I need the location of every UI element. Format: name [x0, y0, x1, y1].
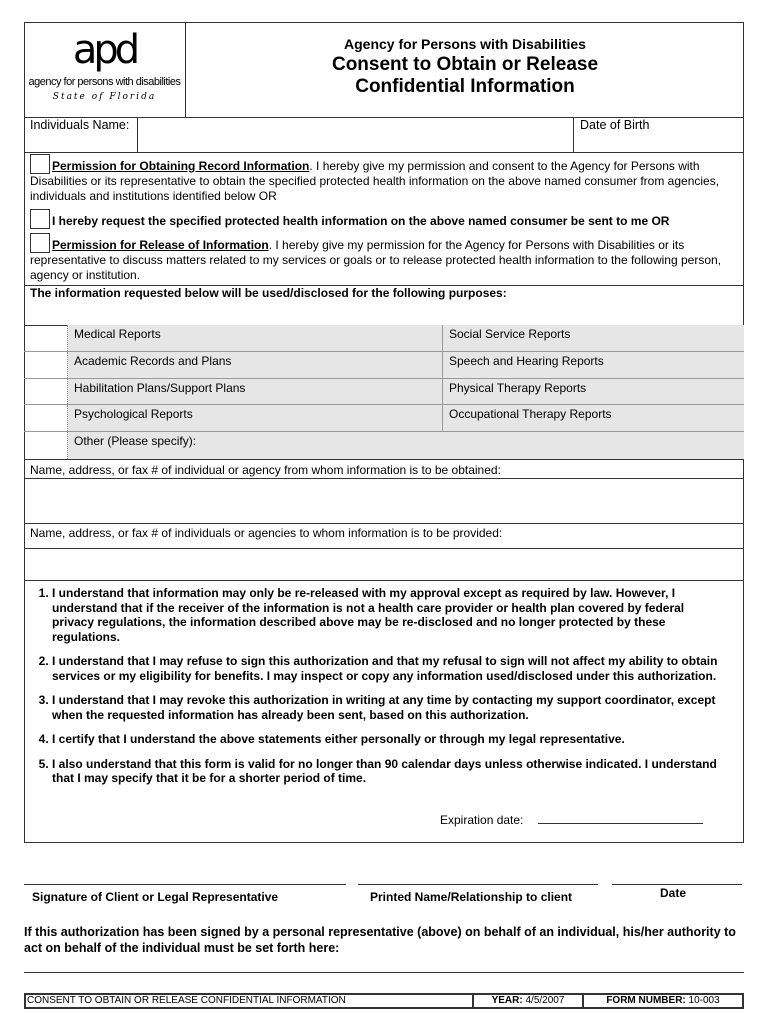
statement: 3. I understand that I may revoke this authorization in writing at any time by contacting my support coordinator, except when the requested information has already been sent, based on this authorization.: [52, 693, 724, 722]
header: [186, 36, 744, 98]
option-academic-records[interactable]: Academic Records and Plans: [68, 352, 443, 378]
release-text: . I hereby give my permission for the Agency for Persons with Disabilities or its representative to discuss matters related to my services or goals or to release protected health information to the following person, agency or institution.: [30, 238, 722, 282]
signature-line[interactable]: [24, 884, 346, 885]
obtain-checkbox[interactable]: [30, 154, 50, 174]
release-title: Permission for Release of Information: [52, 238, 269, 252]
from-field[interactable]: [24, 479, 744, 523]
authority-line[interactable]: [24, 972, 744, 973]
expiration-label: Expiration date:: [440, 813, 524, 827]
option-other[interactable]: Other (Please specify):: [68, 432, 744, 459]
option-habilitation-plans[interactable]: Habilitation Plans/Support Plans: [68, 379, 443, 404]
option-medical-reports[interactable]: Medical Reports: [68, 325, 443, 351]
to-field[interactable]: [24, 549, 744, 580]
logo-state: State of Florida: [52, 92, 157, 102]
logo-mark: apd: [72, 27, 137, 73]
checklist-checkbox[interactable]: [24, 405, 68, 431]
logo: [24, 22, 186, 117]
year-label: YEAR:: [491, 995, 523, 1006]
option-physical-therapy-reports[interactable]: Physical Therapy Reports: [443, 379, 744, 404]
purposes-heading: The information requested below will be used/disclosed for the following purposes:: [30, 286, 507, 300]
footer: [24, 993, 744, 1009]
release-checkbox[interactable]: [30, 233, 50, 253]
form-number-value: 10-003: [688, 995, 720, 1006]
obtain-permission: [30, 154, 730, 203]
statements-list: [52, 586, 724, 786]
obtain-text: . I hereby give my permission and consent to the Agency for Persons with Disabilities or its representative to obtain the specified protected health information on the above named consumer from agencies, individuals and institutions identified below OR: [30, 159, 720, 203]
option-psychological-reports[interactable]: Psychological Reports: [68, 405, 443, 431]
logo-name: agency for persons with disabilities: [28, 76, 181, 88]
agency-name: Agency for Persons with Disabilities: [344, 36, 586, 52]
individual-name-field[interactable]: [137, 117, 574, 152]
option-occupational-therapy-reports[interactable]: Occupational Therapy Reports: [443, 405, 744, 431]
statement: 4. I certify that I understand the above statements either personally or through my legal representative.: [52, 732, 724, 747]
expiration-date-field[interactable]: [538, 823, 703, 824]
statement: 2. I understand that I may refuse to sign this authorization and that my refusal to sign will not affect my ability to obtain services or my eligibility for benefits. I may inspect or copy any information used/disclosed under this authorization.: [52, 654, 724, 683]
form-number-label: FORM NUMBER:: [606, 995, 686, 1006]
year-value: 4/5/2007: [525, 995, 565, 1006]
page-title: Consent to Obtain or Release: [331, 54, 599, 75]
checklist-row: [24, 379, 744, 405]
signature-label: Signature of Client or Legal Representative: [32, 890, 279, 904]
purposes-checklist: [24, 325, 744, 460]
printed-name-line[interactable]: [358, 884, 598, 885]
to-label: Name, address, or fax # of individuals or agencies to whom information is to be provided:: [30, 526, 503, 540]
option-speech-hearing-reports[interactable]: Speech and Hearing Reports: [443, 352, 744, 378]
date-label: Date: [660, 886, 687, 900]
checklist-row: [24, 432, 744, 460]
statement: 1. I understand that information may only be re-released with my approval except as required by law. However, I understand that if the receiver of the information is not a health care provider or health plan covered by federal privacy regulations, the information described above may be re-disclosed and no longer protected by these regulations.: [52, 586, 724, 644]
request-permission: [30, 209, 730, 229]
option-social-service-reports[interactable]: Social Service Reports: [443, 325, 744, 351]
from-label: Name, address, or fax # of individual or agency from whom information is to be obtained:: [30, 463, 501, 477]
release-permission: [30, 233, 730, 282]
checklist-checkbox[interactable]: [24, 432, 68, 459]
date-line[interactable]: [612, 884, 742, 885]
statement: 5. I also understand that this form is valid for no longer than 90 calendar days unless otherwise indicated. I understand that I may specify that it be for a shorter period of time.: [52, 757, 724, 786]
printed-name-label: Printed Name/Relationship to client: [370, 890, 573, 904]
page-title-line2: Confidential Information: [355, 76, 575, 97]
checklist-row: [24, 352, 744, 379]
authority-text: If this authorization has been signed by a personal representative (above) on behalf of an individual, his/her authority to act on behalf of the individual must be set forth here:: [24, 925, 736, 955]
obtain-title: Permission for Obtaining Record Information: [52, 159, 310, 173]
checklist-checkbox[interactable]: [24, 325, 68, 351]
footer-title: CONSENT TO OBTAIN OR RELEASE CONFIDENTIAL INFORMATION: [26, 995, 474, 1007]
checklist-checkbox[interactable]: [24, 379, 68, 404]
request-text: I hereby request the specified protected health information on the above named consumer be sent to me OR: [52, 214, 670, 228]
request-checkbox[interactable]: [30, 209, 50, 229]
footer-year: [474, 995, 584, 1007]
individual-name-label: Individuals Name:: [30, 118, 130, 132]
checklist-checkbox[interactable]: [24, 352, 68, 378]
dob-label: Date of Birth: [580, 118, 650, 132]
checklist-row: [24, 405, 744, 432]
checklist-row: [24, 325, 744, 352]
footer-form-number: [584, 995, 742, 1007]
